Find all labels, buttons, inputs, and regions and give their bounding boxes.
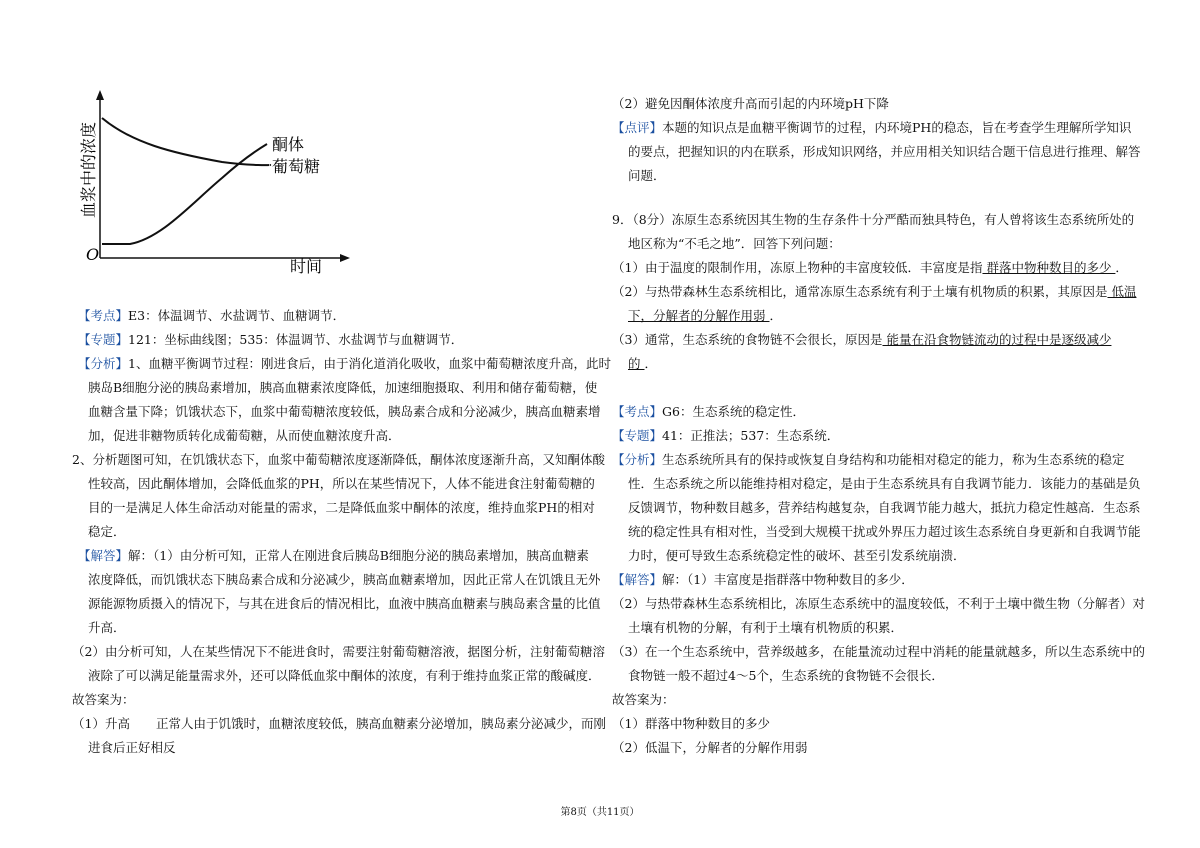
kaodian-line xyxy=(612,403,805,421)
paragraph-line: 性较高，因此酮体增加，会降低血浆的PH，所以在某些情况下，人体不能进食注射葡萄糖的 xyxy=(88,476,595,491)
punctuation: ． xyxy=(769,308,782,323)
concentration-time-graph xyxy=(79,88,352,278)
answer-1-line xyxy=(72,715,606,733)
question-9-part2-cont xyxy=(628,307,782,325)
paragraph-line: 进食后正好相反 xyxy=(88,740,176,755)
page-footer: 第8页（共11页） xyxy=(560,807,640,818)
answer-heading: 故答案为： xyxy=(612,692,675,707)
answer-line: （2）低温下，分解者的分解作用弱 xyxy=(612,740,808,755)
fenxi-tag: 【分析】 xyxy=(78,356,129,371)
fenxi-line xyxy=(78,355,611,373)
ketone-label: 酮体 xyxy=(272,135,305,154)
answer-blank: 低温 xyxy=(1107,284,1137,299)
paragraph-line: 加，促进非糖物质转化成葡萄糖，从而使血糖浓度升高． xyxy=(88,428,401,443)
zhuanti-text: 41：正推法；537：生态系统． xyxy=(662,428,840,443)
paragraph-line: 浓度降低，而饥饿状态下胰岛素合成和分泌减少，胰高血糖素增加，因此正常人在饥饿且无外 xyxy=(88,572,601,587)
paragraph-line: 胰岛B细胞分泌的胰岛素增加，胰高血糖素浓度降低，加速细胞摄取、利用和储存葡萄糖，使 xyxy=(88,380,598,395)
question-text: （3）通常，生态系统的食物链不会很长，原因是 xyxy=(612,332,883,347)
ketone-curve xyxy=(102,144,267,244)
answer-line: （1）群落中物种数目的多少 xyxy=(612,716,770,731)
answer-1-label: （1）升高 xyxy=(72,716,130,731)
paragraph-line: 统的稳定性具有相对性，当受到大规模干扰或外界压力超过该生态系统自身更新和自我调节能 xyxy=(628,524,1141,539)
punctuation: ． xyxy=(644,356,657,371)
kaodian-text: E3：体温调节、水盐调节、血糖调节． xyxy=(128,308,346,323)
jieda-tag: 【解答】 xyxy=(612,572,663,587)
question-9-part2 xyxy=(612,283,1136,301)
zhuanti-text: 121：坐标曲线图；535：体温调节、水盐调节与血糖调节． xyxy=(128,332,464,347)
kaodian-tag: 【考点】 xyxy=(78,308,129,323)
paragraph-line: 食物链一般不超过4～5个，生态系统的食物链不会很长． xyxy=(628,668,944,683)
paragraph-line: 反馈调节，物种数目越多，营养结构越复杂，自我调节能力越大，抵抗力稳定性越高．生态系 xyxy=(628,500,1141,515)
question-text: （1）由于温度的限制作用，冻原上物种的丰富度较低．丰富度是指 xyxy=(612,260,983,275)
kaodian-text: G6：生态系统的稳定性． xyxy=(662,404,805,419)
paragraph-line: （2）与热带森林生态系统相比，冻原生态系统中的温度较低，不利于土壤中微生物（分解者）对 xyxy=(612,596,1145,611)
jieda-line xyxy=(78,547,589,565)
zhuanti-tag: 【专题】 xyxy=(612,428,663,443)
paragraph-line: （3）在一个生态系统中，营养级越多，在能量流动过程中消耗的能量就越多，所以生态系统中的 xyxy=(612,644,1145,659)
kaodian-tag: 【考点】 xyxy=(612,404,663,419)
x-axis-label: 时间 xyxy=(290,257,323,276)
punctuation: ． xyxy=(1115,260,1128,275)
paragraph-line: 稳定． xyxy=(88,524,126,539)
answer-blank: 群落中物种数目的多少 xyxy=(982,260,1116,275)
question-9-part3 xyxy=(612,331,1111,349)
zhuanti-line xyxy=(612,427,839,445)
dianping-text: 本题的知识点是血糖平衡调节的过程，内环境PH的稳态，旨在考查学生理解所学知识 xyxy=(662,120,1132,135)
paragraph-line: 升高． xyxy=(88,620,126,635)
kaodian-line xyxy=(78,307,345,325)
jieda-tag: 【解答】 xyxy=(78,548,129,563)
glucose-label: 葡萄糖 xyxy=(272,157,321,176)
paragraph-line: 血糖含量下降；饥饿状态下，血浆中葡萄糖浓度较低，胰岛素合成和分泌减少，胰高血糖素增 xyxy=(88,404,601,419)
paragraph-line: （2）由分析可知，人在某些情况下不能进食时，需要注射葡萄糖溶液，据图分析，注射葡萄糖溶 xyxy=(72,644,605,659)
question-9-part3-cont xyxy=(628,355,657,373)
dianping-tag: 【点评】 xyxy=(612,120,663,135)
paragraph-line: 的要点，把握知识的内在联系，形成知识网络，并应用相关知识结合题干信息进行推理、解答 xyxy=(628,144,1141,159)
fenxi-text: 生态系统所具有的保持或恢复自身结构和功能相对稳定的能力，称为生态系统的稳定 xyxy=(662,452,1125,467)
dianping-line xyxy=(612,119,1131,137)
zhuanti-tag: 【专题】 xyxy=(78,332,129,347)
origin-label: O xyxy=(86,245,100,264)
zhuanti-line xyxy=(78,331,463,349)
paragraph-line: 力时，便可导致生态系统稳定性的破坏、甚至引发系统崩溃． xyxy=(628,548,966,563)
paragraph-line: 地区称为“不毛之地”．回答下列问题： xyxy=(628,236,841,251)
paragraph-line: 2、分析题图可知，在饥饿状态下，血浆中葡萄糖浓度逐渐降低，酮体浓度逐渐升高，又知酮体酸 xyxy=(72,452,605,467)
jieda-line xyxy=(612,571,914,589)
paragraph-line: （2）避免因酮体浓度升高而引起的内环境pH下降 xyxy=(612,96,889,111)
paragraph-line: 土壤有机物的分解，有利于土壤有机物质的积累． xyxy=(628,620,904,635)
y-axis-label: 血浆中的浓度 xyxy=(79,121,98,218)
fenxi-text: 1、血糖平衡调节过程：刚进食后，由于消化道消化吸收，血浆中葡萄糖浓度升高，此时 xyxy=(128,356,611,371)
paragraph-line: 液除了可以满足能量需求外，还可以降低血浆中酮体的浓度，有利于维持血浆正常的酸碱度． xyxy=(88,668,601,683)
jieda-text: 解：（1）丰富度是指群落中物种数目的多少． xyxy=(662,572,914,587)
fenxi-line xyxy=(612,451,1125,469)
answer-blank: 下，分解者的分解作用弱 xyxy=(628,308,770,323)
jieda-text: 解：（1）由分析可知，正常人在刚进食后胰岛B细胞分泌的胰岛素增加，胰高血糖素 xyxy=(128,548,589,563)
question-9-part1 xyxy=(612,259,1128,277)
paragraph-line: 源能源物质摄入的情况下，与其在进食后的情况相比，血液中胰高血糖素与胰岛素含量的比值 xyxy=(88,596,601,611)
paragraph-line: 问题． xyxy=(628,168,666,183)
question-text: （2）与热带森林生态系统相比，通常冻原生态系统有利于土壤有机物质的积累，其原因是 xyxy=(612,284,1108,299)
answer-blank: 的 xyxy=(628,356,645,371)
paragraph-line: 性．生态系统之所以能维持相对稳定，是由于生态系统具有自我调节能力．该能力的基础是负 xyxy=(628,476,1141,491)
answer-1-text: 正常人由于饥饿时，血糖浓度较低，胰高血糖素分泌增加，胰岛素分泌减少，而刚 xyxy=(155,716,606,731)
answer-heading: 故答案为： xyxy=(72,692,135,707)
question-9-line: 9．（8分）冻原生态系统因其生物的生存条件十分严酷而独具特色，有人曾将该生态系统所处的 xyxy=(612,212,1135,227)
fenxi-tag: 【分析】 xyxy=(612,452,663,467)
paragraph-line: 目的一是满足人体生命活动对能量的需求，二是降低血浆中酮体的浓度，维持血浆PH的相对 xyxy=(88,500,595,515)
answer-blank: 能量在沿食物链流动的过程中是逐级减少 xyxy=(882,332,1112,347)
